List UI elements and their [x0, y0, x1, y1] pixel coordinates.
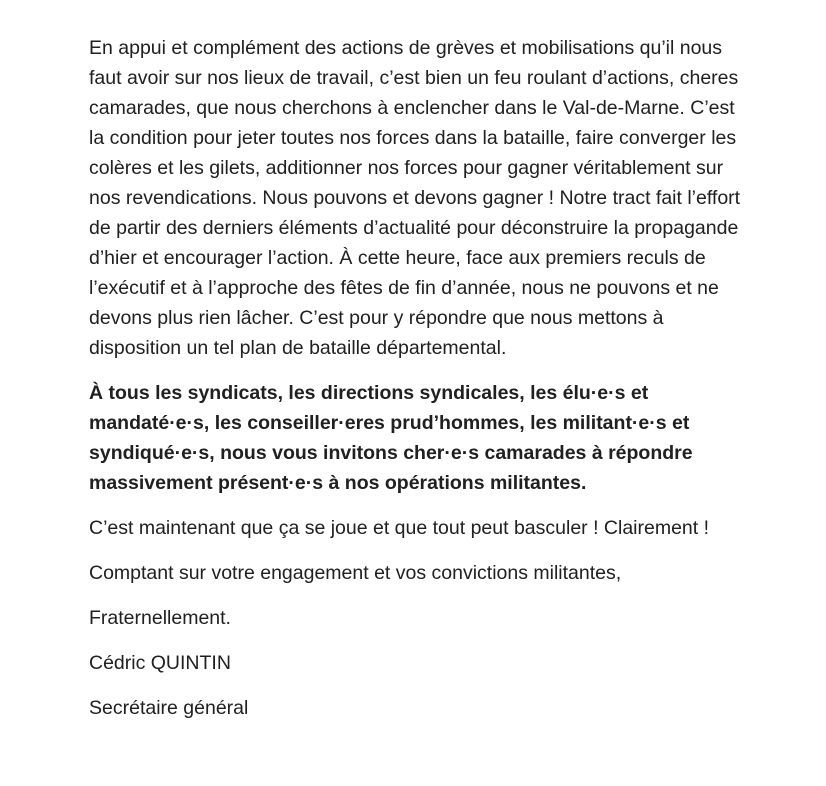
letter-body: [89, 33, 749, 738]
signatory-name: Cédric QUINTIN: [89, 652, 231, 674]
call-to-action-paragraph: À tous les syndicats, les directions syndicales, les élu·e·s et mandaté·e·s, les conseiller·eres prud’hommes, les militant·e·s et syndiqué·e·s, nous vous invitons cher·e·s camarades à répondre massivement présent·e·s à nos opérations militantes.: [89, 382, 693, 494]
signatory-title: Secrétaire général: [89, 697, 249, 719]
engagement-paragraph: Comptant sur votre engagement et vos convictions militantes,: [89, 562, 622, 584]
intro-paragraph: En appui et complément des actions de grèves et mobilisations qu’il nous faut avoir sur nos lieux de travail, c’est bien un feu roulant d’actions, cheres camarades, que nous cherchons à enclencher dans le Val-de-Marne. C’est la condition pour jeter toutes nos forces dans la bataille, faire converger les colères et les gilets, additionner nos forces pour gagner véritablement sur nos revendications. Nous pouvons et devons gagner ! Notre tract fait l’effort de partir des derniers éléments d’actualité pour déconstruire la propagande d’hier et encourager l’action. À cette heure, face aux premiers reculs de l’exécutif et à l’approche des fêtes de fin d’année, nous ne pouvons et ne devons plus rien lâcher. C’est pour y répondre que nous mettons à disposition un tel plan de bataille départemental.: [89, 37, 741, 359]
urgency-paragraph: C’est maintenant que ça se joue et que tout peut basculer ! Clairement !: [89, 517, 710, 539]
closing-salutation: Fraternellement.: [89, 607, 231, 629]
